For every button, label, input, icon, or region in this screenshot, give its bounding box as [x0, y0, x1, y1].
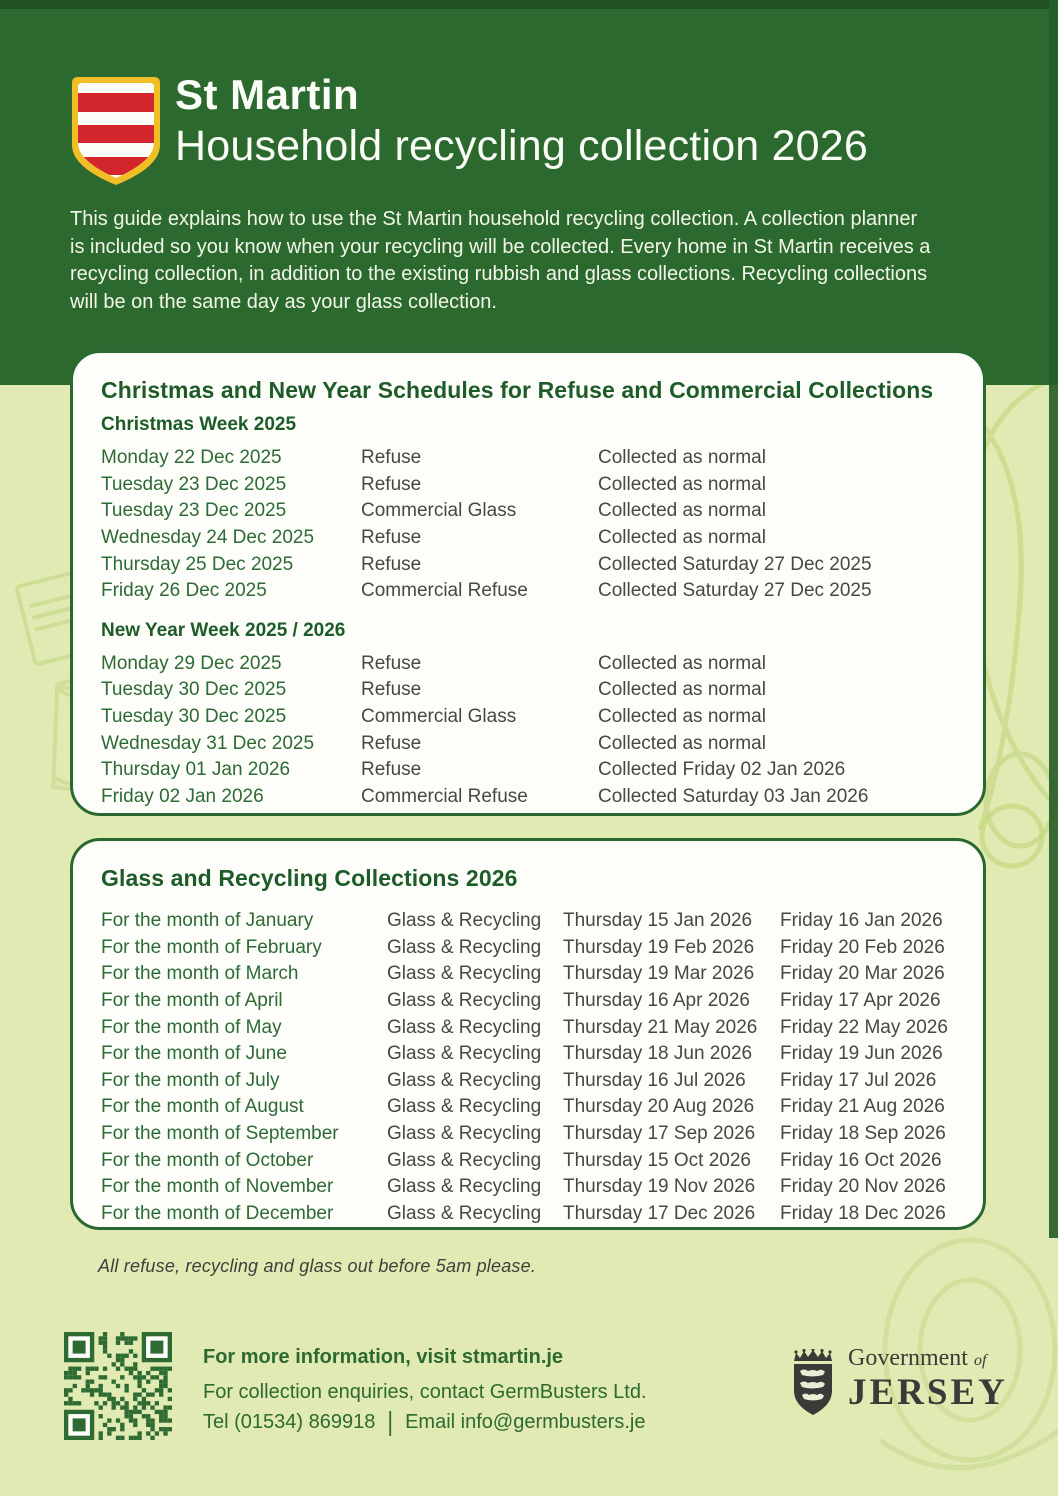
table-row — [101, 988, 963, 1015]
thursday-date: Thursday 17 Dec 2026 — [563, 1202, 756, 1224]
collection-date: Thursday 25 Dec 2025 — [101, 553, 294, 575]
friday-date: Friday 22 May 2026 — [780, 1016, 948, 1038]
table-row — [101, 935, 963, 962]
page-subtitle: Household recycling collection 2026 — [175, 122, 869, 170]
table-row — [101, 730, 963, 757]
collection-kind: Glass & Recycling — [387, 1123, 542, 1145]
table-row — [101, 704, 963, 731]
collection-date: Wednesday 31 Dec 2025 — [101, 732, 315, 754]
collection-type: Refuse — [361, 652, 422, 674]
collection-date: Friday 26 Dec 2025 — [101, 580, 267, 602]
month-label: For the month of November — [101, 1176, 334, 1198]
thursday-date: Thursday 17 Sep 2026 — [563, 1123, 756, 1145]
intro-paragraph — [70, 206, 985, 316]
friday-date: Friday 17 Jul 2026 — [780, 1069, 937, 1091]
christmas-week-section — [101, 414, 963, 605]
table-row — [101, 498, 963, 525]
christmas-card-title: Christmas and New Year Schedules for Refuse and Commercial Collections — [101, 377, 934, 403]
friday-date: Friday 18 Sep 2026 — [780, 1123, 946, 1145]
collection-kind: Glass & Recycling — [387, 1096, 542, 1118]
collection-type: Refuse — [361, 527, 422, 549]
glass-recycling-card — [70, 838, 986, 1230]
table-row — [101, 757, 963, 784]
thursday-date: Thursday 20 Aug 2026 — [563, 1096, 755, 1118]
table-row — [101, 1147, 963, 1174]
collection-kind: Glass & Recycling — [387, 963, 542, 985]
collection-type: Refuse — [361, 447, 422, 469]
collection-date: Tuesday 23 Dec 2025 — [101, 473, 287, 495]
table-row — [101, 784, 963, 811]
intro-line: This guide explains how to use the St Martin household recycling collection. A collection planner — [70, 208, 918, 230]
collection-status: Collected Friday 02 Jan 2026 — [598, 759, 846, 781]
table-row — [101, 1174, 963, 1201]
collection-date: Monday 22 Dec 2025 — [101, 447, 282, 469]
thursday-date: Thursday 15 Oct 2026 — [563, 1149, 751, 1171]
collection-status: Collected as normal — [598, 473, 766, 495]
collection-type: Refuse — [361, 679, 422, 701]
collections-table — [101, 908, 963, 1227]
collection-status: Collected as normal — [598, 679, 766, 701]
table-row — [101, 1014, 963, 1041]
collection-type: Commercial Refuse — [361, 580, 528, 602]
collection-kind: Glass & Recycling — [387, 1176, 542, 1198]
collection-status: Collected as normal — [598, 527, 766, 549]
collection-date: Thursday 01 Jan 2026 — [101, 759, 291, 781]
collection-type: Commercial Glass — [361, 706, 517, 728]
government-of-label: Government of — [848, 1345, 987, 1371]
enquiries-line: For collection enquiries, contact GermBusters Ltd. — [203, 1381, 647, 1403]
table-row — [101, 677, 963, 704]
table-row — [101, 472, 963, 499]
collection-kind: Glass & Recycling — [387, 990, 542, 1012]
table-row — [101, 908, 963, 935]
month-label: For the month of October — [101, 1149, 314, 1171]
month-label: For the month of August — [101, 1096, 304, 1118]
friday-date: Friday 16 Oct 2026 — [780, 1149, 942, 1171]
thursday-date: Thursday 19 Mar 2026 — [563, 963, 755, 985]
tel-label: Tel (01534) 869918 — [203, 1410, 376, 1433]
collection-type: Commercial Glass — [361, 500, 517, 522]
friday-date: Friday 21 Aug 2026 — [780, 1096, 945, 1118]
thursday-date: Thursday 15 Jan 2026 — [563, 910, 753, 932]
friday-date: Friday 20 Nov 2026 — [780, 1176, 946, 1198]
reminder-note: All refuse, recycling and glass out before 5am please. — [98, 1256, 537, 1276]
collection-date: Tuesday 30 Dec 2025 — [101, 679, 287, 701]
collection-date: Tuesday 23 Dec 2025 — [101, 500, 287, 522]
collection-date: Wednesday 24 Dec 2025 — [101, 527, 315, 549]
thursday-date: Thursday 19 Nov 2026 — [563, 1176, 756, 1198]
month-label: For the month of September — [101, 1123, 339, 1145]
friday-date: Friday 19 Jun 2026 — [780, 1043, 943, 1065]
thursday-date: Thursday 19 Feb 2026 — [563, 936, 755, 958]
collection-kind: Glass & Recycling — [387, 910, 542, 932]
collection-status: Collected as normal — [598, 447, 766, 469]
jersey-label: JERSEY — [848, 1372, 1008, 1413]
collection-kind: Glass & Recycling — [387, 1043, 542, 1065]
table-row — [101, 525, 963, 552]
christmas-week-heading: Christmas Week 2025 — [101, 414, 297, 435]
separator: | — [387, 1406, 394, 1437]
table-row — [101, 578, 963, 605]
christmas-newyear-card — [70, 350, 986, 816]
thursday-date: Thursday 16 Jul 2026 — [563, 1069, 746, 1091]
qr-code-icon — [64, 1332, 172, 1440]
collection-status: Collected as normal — [598, 706, 766, 728]
friday-date: Friday 16 Jan 2026 — [780, 910, 943, 932]
table-row — [101, 651, 963, 678]
scan-edge-artifact — [1049, 0, 1058, 1238]
tel-email-line — [203, 1406, 647, 1437]
collection-status: Collected as normal — [598, 732, 766, 754]
email-label: Email info@germbusters.je — [405, 1410, 646, 1433]
friday-date: Friday 18 Dec 2026 — [780, 1202, 946, 1224]
month-label: For the month of December — [101, 1202, 334, 1224]
table-row — [101, 1068, 963, 1095]
collection-kind: Glass & Recycling — [387, 1149, 542, 1171]
more-info-line: For more information, visit stmartin.je — [203, 1346, 564, 1368]
month-label: For the month of February — [101, 936, 322, 958]
table-row — [101, 551, 963, 578]
new-year-week-heading: New Year Week 2025 / 2026 — [101, 619, 346, 641]
collection-status: Collected Saturday 27 Dec 2025 — [598, 580, 872, 602]
table-row — [101, 1094, 963, 1121]
intro-line: recycling collection, in addition to the existing rubbish and glass collections. Recycling collections — [70, 263, 928, 285]
footer-contact-block — [203, 1346, 647, 1435]
table-row — [101, 1041, 963, 1068]
collection-status: Collected as normal — [598, 500, 766, 522]
intro-line: will be on the same day as your glass collection. — [70, 290, 497, 313]
table-row — [101, 961, 963, 988]
page-title: St Martin — [175, 71, 360, 118]
thursday-date: Thursday 21 May 2026 — [563, 1016, 758, 1038]
collection-status: Collected Saturday 27 Dec 2025 — [598, 553, 872, 575]
collection-type: Refuse — [361, 473, 422, 495]
collection-date: Friday 02 Jan 2026 — [101, 785, 264, 807]
jersey-crest-icon — [790, 1349, 836, 1417]
government-of-jersey-logo — [790, 1345, 1008, 1417]
table-row — [101, 1201, 963, 1228]
collection-kind: Glass & Recycling — [387, 1202, 542, 1224]
christmas-week-table — [101, 445, 963, 605]
collection-kind: Glass & Recycling — [387, 1069, 542, 1091]
st-martin-crest-icon — [70, 74, 162, 188]
collection-type: Commercial Refuse — [361, 785, 528, 807]
month-label: For the month of March — [101, 963, 299, 985]
month-label: For the month of May — [101, 1016, 282, 1038]
month-label: For the month of June — [101, 1043, 287, 1065]
collection-kind: Glass & Recycling — [387, 1016, 542, 1038]
table-row — [101, 1121, 963, 1148]
intro-line: is included so you know when your recycling will be collected. Every home in St Martin receives a — [70, 235, 931, 258]
thursday-date: Thursday 16 Apr 2026 — [563, 990, 750, 1012]
new-year-week-table — [101, 651, 963, 811]
month-label: For the month of July — [101, 1069, 280, 1091]
friday-date: Friday 20 Feb 2026 — [780, 936, 945, 958]
collection-type: Refuse — [361, 759, 422, 781]
thursday-date: Thursday 18 Jun 2026 — [563, 1043, 753, 1065]
collection-status: Collected Saturday 03 Jan 2026 — [598, 785, 869, 807]
collection-type: Refuse — [361, 732, 422, 754]
collections-card-title: Glass and Recycling Collections 2026 — [101, 865, 518, 891]
header-band — [0, 0, 1058, 385]
friday-date: Friday 20 Mar 2026 — [780, 963, 945, 985]
new-year-week-section — [101, 620, 963, 811]
friday-date: Friday 17 Apr 2026 — [780, 990, 941, 1012]
collection-date: Tuesday 30 Dec 2025 — [101, 706, 287, 728]
collection-kind: Glass & Recycling — [387, 936, 542, 958]
collection-type: Refuse — [361, 553, 422, 575]
table-row — [101, 445, 963, 472]
collection-date: Monday 29 Dec 2025 — [101, 652, 282, 674]
collection-status: Collected as normal — [598, 652, 766, 674]
month-label: For the month of April — [101, 990, 283, 1012]
month-label: For the month of January — [101, 910, 314, 932]
